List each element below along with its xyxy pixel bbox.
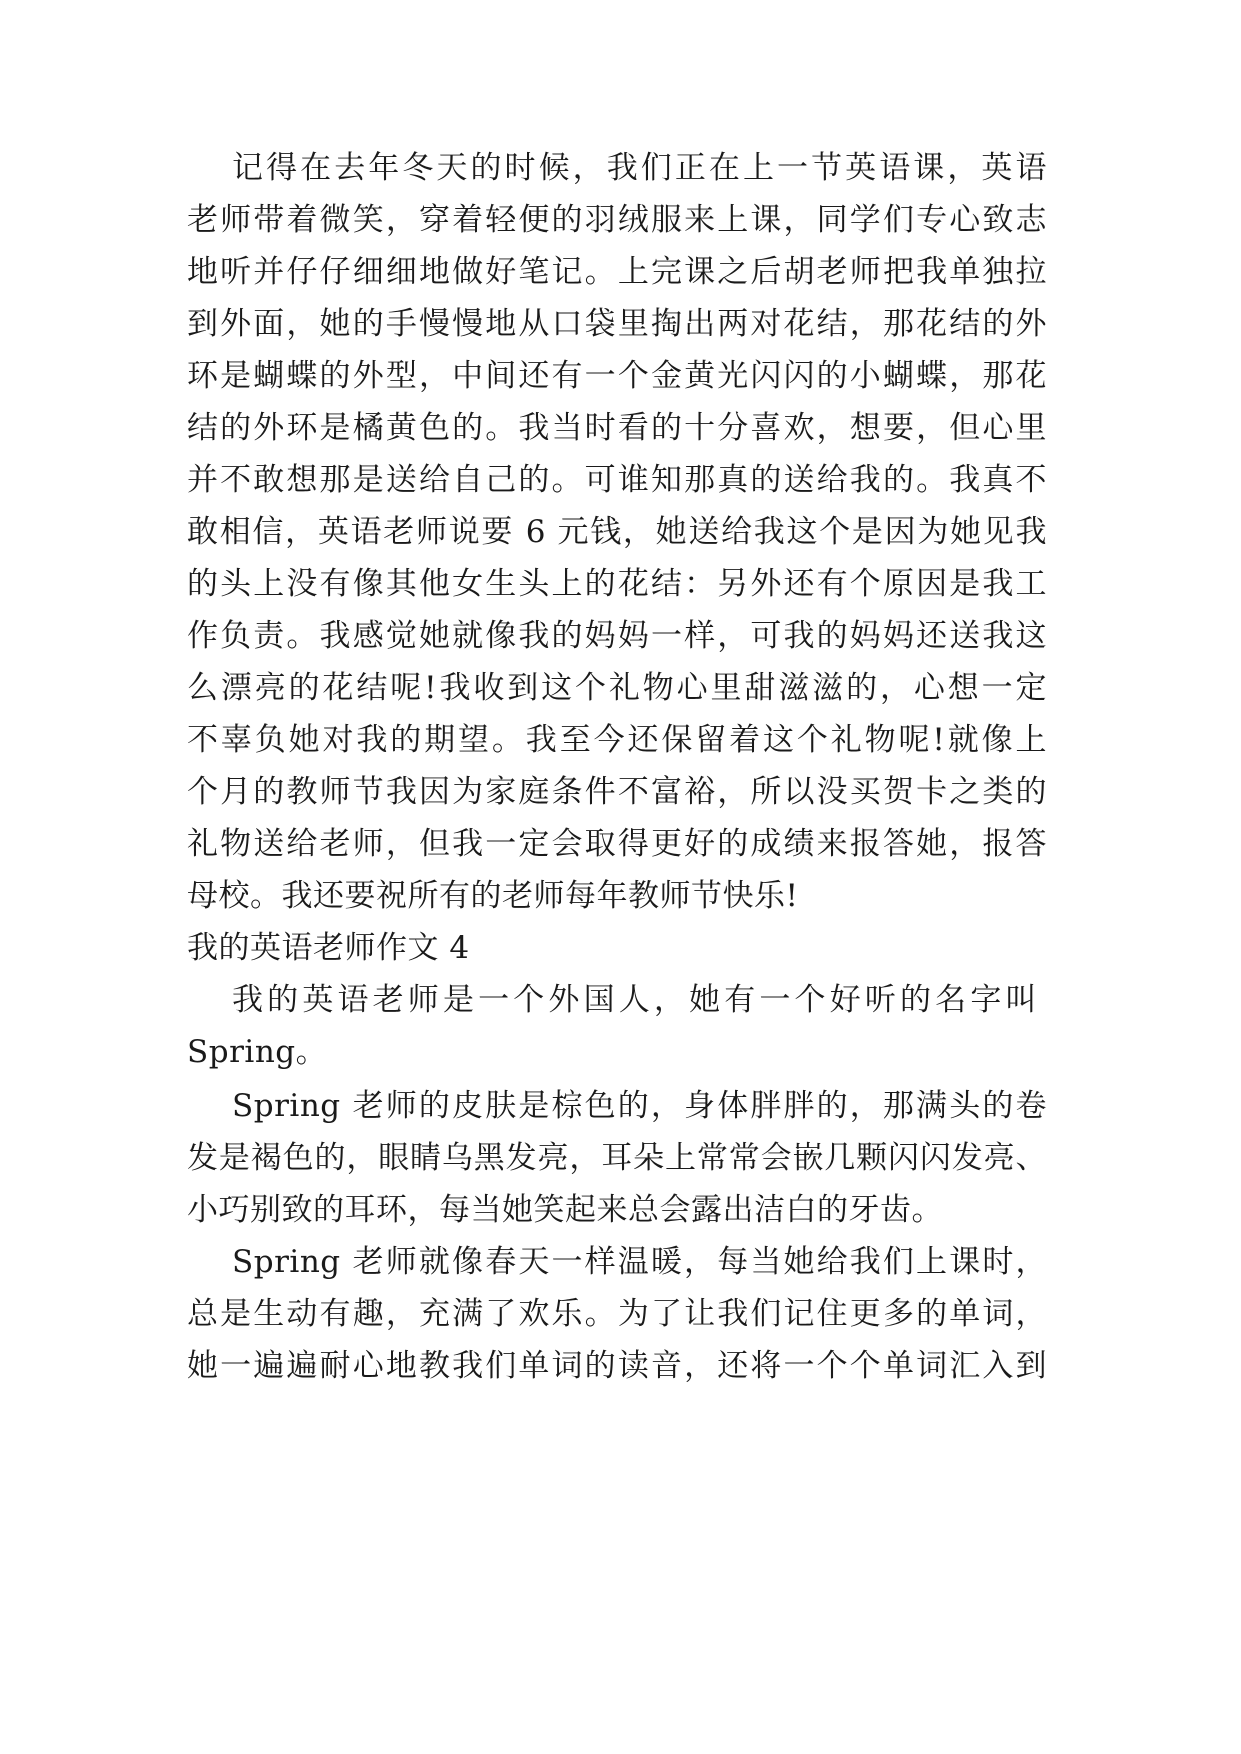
paragraph-4-line-2: 总是生动有趣，充满了欢乐。为了让我们记住更多的单词， bbox=[187, 1296, 1047, 1332]
paragraph-1-line-11: 么漂亮的花结呢!我收到这个礼物心里甜滋滋的，心想一定 bbox=[187, 670, 1047, 706]
paragraph-1-line-1: 记得在去年冬天的时候，我们正在上一节英语课，英语 bbox=[232, 150, 1047, 186]
paragraph-3-line-3: 小巧别致的耳环，每当她笑起来总会露出洁白的牙齿。 bbox=[187, 1192, 943, 1228]
paragraph-1-line-14: 礼物送给老师，但我一定会取得更好的成绩来报答她，报答 bbox=[187, 826, 1047, 862]
paragraph-1-line-6: 结的外环是橘黄色的。我当时看的十分喜欢，想要，但心里 bbox=[187, 410, 1047, 446]
paragraph-1-line-4: 到外面，她的手慢慢地从口袋里掏出两对花结，那花结的外 bbox=[187, 306, 1047, 342]
section-heading: 我的英语老师作文 4 bbox=[187, 930, 470, 966]
paragraph-2-line-2: Spring。 bbox=[187, 1034, 328, 1070]
paragraph-1-line-13: 个月的教师节我因为家庭条件不富裕，所以没买贺卡之类的 bbox=[187, 774, 1047, 810]
paragraph-3-line-2: 发是褐色的，眼睛乌黑发亮，耳朵上常常会嵌几颗闪闪发亮、 bbox=[187, 1140, 1047, 1176]
paragraph-1-line-15: 母校。我还要祝所有的老师每年教师节快乐! bbox=[187, 878, 799, 914]
paragraph-2-line-1: 我的英语老师是一个外国人，她有一个好听的名字叫 bbox=[232, 982, 1037, 1018]
paragraph-1-line-3: 地听并仔仔细细地做好笔记。上完课之后胡老师把我单独拉 bbox=[187, 254, 1047, 290]
paragraph-1-line-2: 老师带着微笑，穿着轻便的羽绒服来上课，同学们专心致志 bbox=[187, 202, 1047, 238]
paragraph-1-line-10: 作负责。我感觉她就像我的妈妈一样，可我的妈妈还送我这 bbox=[187, 618, 1047, 654]
paragraph-4-line-1: Spring 老师就像春天一样温暖，每当她给我们上课时， bbox=[232, 1244, 1047, 1280]
paragraph-1-line-8: 敢相信，英语老师说要 6 元钱，她送给我这个是因为她见我 bbox=[187, 514, 1047, 550]
paragraph-1-line-5: 环是蝴蝶的外型，中间还有一个金黄光闪闪的小蝴蝶，那花 bbox=[187, 358, 1047, 394]
paragraph-1-line-12: 不辜负她对我的期望。我至今还保留着这个礼物呢!就像上 bbox=[187, 722, 1047, 758]
paragraph-1-line-7: 并不敢想那是送给自己的。可谁知那真的送给我的。我真不 bbox=[187, 462, 1047, 498]
paragraph-4-line-3: 她一遍遍耐心地教我们单词的读音，还将一个个单词汇入到 bbox=[187, 1348, 1047, 1384]
paragraph-3-line-1: Spring 老师的皮肤是棕色的，身体胖胖的，那满头的卷 bbox=[232, 1088, 1047, 1124]
paragraph-1-line-9: 的头上没有像其他女生头上的花结：另外还有个原因是我工 bbox=[187, 566, 1047, 602]
